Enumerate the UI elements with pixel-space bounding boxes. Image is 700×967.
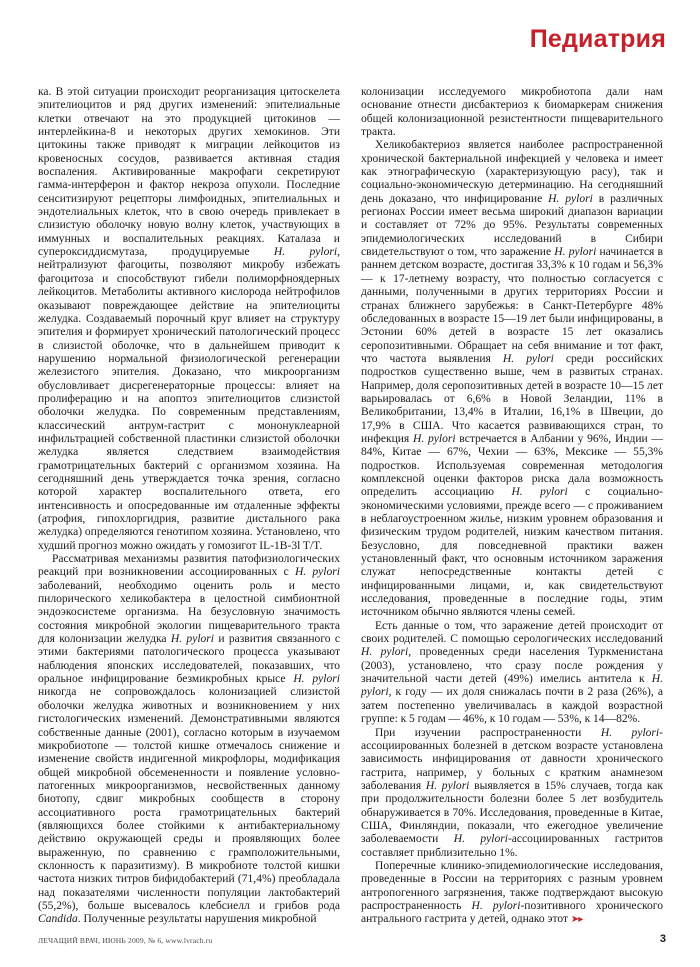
species-name: H. pylori — [170, 633, 215, 646]
paragraph-text: Хеликобактериоз является наиболее распространенной хронической бактериальной инфекцией у человека и имеет как этнографическую (характеризующую расу), так и социально-экономическую детерминацию. На сегодняшний день доказано, что инфицирование — [361, 139, 663, 205]
paragraph — [361, 86, 663, 139]
left-column — [38, 86, 340, 926]
paragraph-text: , проведенных среди населения Туркменистана (2003), установлено, что сразу после рождения у значительной части детей (49%) имелись антитела к — [361, 646, 663, 686]
species-name: Candida — [38, 913, 78, 926]
paragraph-text: заболеваний, необходимо оценить роль и место пилорического хеликобактера в целостной симбионтной эндоэкосистеме организма. На безусловную значимость состояния микробной экологии пищеварительного тракта для колонизации желудка — [38, 579, 340, 646]
journal-credit: ЛЕЧАЩИЙ ВРАЧ, ИЮНЬ 2009, № 6, www.lvrach.ru — [38, 936, 213, 946]
paragraph-text: ка. В этой ситуации происходит реорганизация цитоскелета эпителиоцитов и ряд других изменений: эпителиальные клетки отвечают на это продукцией цитокинов — интерлейкина-8 и некоторых других хемокинов. Эти цитокины также приводят к миграции лейкоцитов из кровеносных сосудов, развивается активная стадия воспаления. Активированные макрофаги секретируют гамма-интерферон и фактор некроза опухоли. Последние сенситизируют рецепторы лимфоидных, эпителиальных и эндотелиальных клеток, что в свою очередь привлекает в слизистую оболочку новую волну клеток, участвующих в иммунных и воспалительных реакциях. Каталаза и супероксиддисмутаза, продуцируемые — [38, 86, 340, 259]
page-footer — [38, 927, 666, 945]
paragraph-text: При изучении распространенности — [375, 726, 601, 739]
paragraph — [361, 727, 663, 860]
page-number: 3 — [659, 933, 666, 945]
paragraph-text: Есть данные о том, что заражение детей происходит от своих родителей. С помощью серологических исследований — [361, 619, 663, 646]
species-name: H. pylori — [361, 673, 663, 699]
paragraph — [361, 620, 663, 727]
paragraph-text: среди российских подростков существенно выше, чем в развитых странах. Например, доля серопозитивных детей в возрасте 10—15 лет варьировалась от 6,6% в Новой Зеландии, 11% в Великобритании, 13,4% в Италии, 16,1% в Швеции, до 17,9% в США. Что касается развивающихся стран, то инфекция — [361, 352, 663, 445]
paragraph-text: колонизации исследуемого микробиотопа дали нам основание отнести дисбактериоз к биомаркерам снижения общей колонизационной резистентности пищеварительного тракта. — [361, 86, 663, 139]
section-title: Педиатрия — [529, 24, 666, 53]
paragraph-text: встречается в Албании у 96%, Индии — 84%, Китае — 67%, Чехии — 63%, Мексике — 55,3% подростков. Используемая современная методология комплексной оценки факторов риска дала возможность определить ассоциацию — [361, 432, 663, 499]
paragraph-text: -позитивного хронического антрального гастрита у детей, однако этот — [361, 899, 663, 926]
paragraph-text: с социально-экономическими условиями, прежде всего — с проживанием в неблагоустроенном жилье, низким уровнем образования и физическим трудом родителей, низким качеством питания. Безусловно, для повседневной практики важен установленный факт, что основным источником заражения служат непосредственные контакты детей с инфицированными лицами, и, как свидетельствуют исследования, проведенные в последние годы, этим источником обычно являются члены семей. — [361, 486, 663, 619]
page-header — [530, 22, 666, 56]
species-name: H. pylori — [361, 646, 409, 659]
paragraph-text: Рассматривая механизмы развития патофизиологических реакций при возникновении ассоциированных с — [38, 553, 340, 579]
article-body — [38, 86, 664, 926]
paragraph-text: , к году — их доля снижалась почти в 2 раза (26%), а затем постепенно увеличивалась в каждой возрастной группе: к 5 годам — 46%, к 10 годам — 53%, к 14—82%. — [361, 686, 663, 726]
paragraph — [38, 553, 340, 927]
paragraph — [361, 139, 663, 619]
paragraph-text: начинается в раннем детском возрасте, достигая 33,3% к 10 годам и 56,3% — к 17-летнему возрасту, что полностью согласуется с данными, полученными в других территориях России и странах ближнего зарубежья: в Санкт-Петербурге 48% обследованных в возрасте 15—19 лет были инфицированы, в Эстонии 60% детей в возрасте 15 лет оказались серопозитивными. Обращает на себя внимание и тот факт, что частота выявления — [361, 246, 663, 365]
species-name: H. pylori — [554, 246, 597, 259]
continuation-arrow-icon: ➤▸ — [570, 914, 583, 926]
species-name: H. pylori — [600, 726, 660, 739]
species-name: H. pylori — [511, 486, 568, 499]
species-name: H. pylori — [425, 779, 470, 792]
paragraph-text: никогда не сопровождалось колонизацией слизистой оболочки желудка животных и возникновением у них гистологических изменений. Демонстративными являются собственные данные (2001), согласно которым в изучаемом микробиотопе — толстой кишке отмечалось снижение и изменение свойств индигенной микрофлоры, модификация общей микробной обсемененности и появление условно-патогенных микроорганизмов, несвойственных данному биотопу, сдвиг микробных сообществ в сторону ассоциативного роста грамотрицательных бактерий (являющихся более стойкими к антибактериальному действию окружающей среды и проявляющих более выраженную, по сравнению с грамположительными, склонность к паразитизму). В микробиоте толстой кишки частота низких титров бифидобактерий (71,4%) преобладала над показателями численности популяции лактобактерий (55,2%), больше высевалось клебсиелл и грибов рода — [38, 686, 340, 912]
species-name: H. pylori — [453, 833, 508, 846]
species-name: H. pylori — [471, 899, 521, 912]
paragraph — [361, 860, 663, 927]
right-column — [361, 86, 663, 926]
paragraph-text: Поперечные клинико-эпидемиологические исследования, проведенные в России на территориях с разным уровнем антропогенного загрязнения, также подтверждают высокую распространенность — [361, 859, 663, 912]
paragraph-text: -ассоциированных болезней в детском возрасте установлена зависимость инфицирования от давности хронического гастрита, например, у больных с кратким анамнезом заболевания — [361, 726, 663, 792]
species-name: H. pylori — [273, 246, 338, 259]
paragraph-text: , нейтрализуют фагоциты, позволяют микробу избежать фагоцитоза и способствуют гибели полиморфноядерных лейкоцитов. Метаболиты активного кислорода нейтрофилов оказывают повреждающее действие на эпителиоциты желудка. Создаваемый порочный круг влияет на структуру эпителия и формирует хронический патологический процесс в слизистой оболочке, что в дальнейшем приводит к нарушению нормальной физиологической регенерации железистого эпителия. Доказано, что микроорганизм обусловливает дисрегенераторные процессы: влияет на пролиферацию и на апоптоз эпителиоцитов слизистой оболочки желудка. По современным представлениям, классический антрум-гастрит с мононуклеарной инфильтрацией собственной пластинки слизистой оболочки желудка является следствием взаимодействия грамотрицательных бактерий с организмом хозяина. На сегодняшний день утверждается точка зрения, согласно которой характер воспалительного ответа, его интенсивность и опосредованные им отдаленные эффекты (атрофия, гипохлоргидрия, развитие дистального рака желудка) определяются генотипом хозяина. Установлено, что худший прогноз можно ожидать у гомозигот IL-1B-3l T/T. — [38, 246, 340, 552]
species-name: H. pylori — [413, 432, 456, 445]
species-name: H. pylori — [293, 673, 340, 686]
paragraph-text: и развития связанного с этими бактериями патологического процесса указывают наблюдения японских исследователей, показавших, что оральное инфицирование безмикробных крысе — [38, 633, 340, 686]
paragraph-text: . Полученные результаты нарушения микробной — [77, 913, 317, 926]
species-name: H. pylori — [502, 352, 554, 365]
paragraph — [38, 86, 340, 553]
species-name: H. pylori — [548, 192, 593, 205]
paragraph-text: -ассоциированных гастритов составляет приблизительно 1%. — [361, 833, 663, 859]
paragraph-text: выявляется в 15% случаев, тогда как при продолжительности болезни более 5 лет возбудитель обнаруживается в 70%. Исследования, проведенные в Китае, США, Финляндии, показали, что ежегодное увеличение заболеваемости — [361, 779, 663, 846]
paragraph-text: в различных регионах России имеет весьма широкий диапазон вариации и составляет от 72% до 95%. Результаты современных эпидемиологических исследований в Сибири свидетельствуют о том, что заражение — [361, 192, 663, 259]
species-name: H. pylori — [294, 566, 340, 579]
